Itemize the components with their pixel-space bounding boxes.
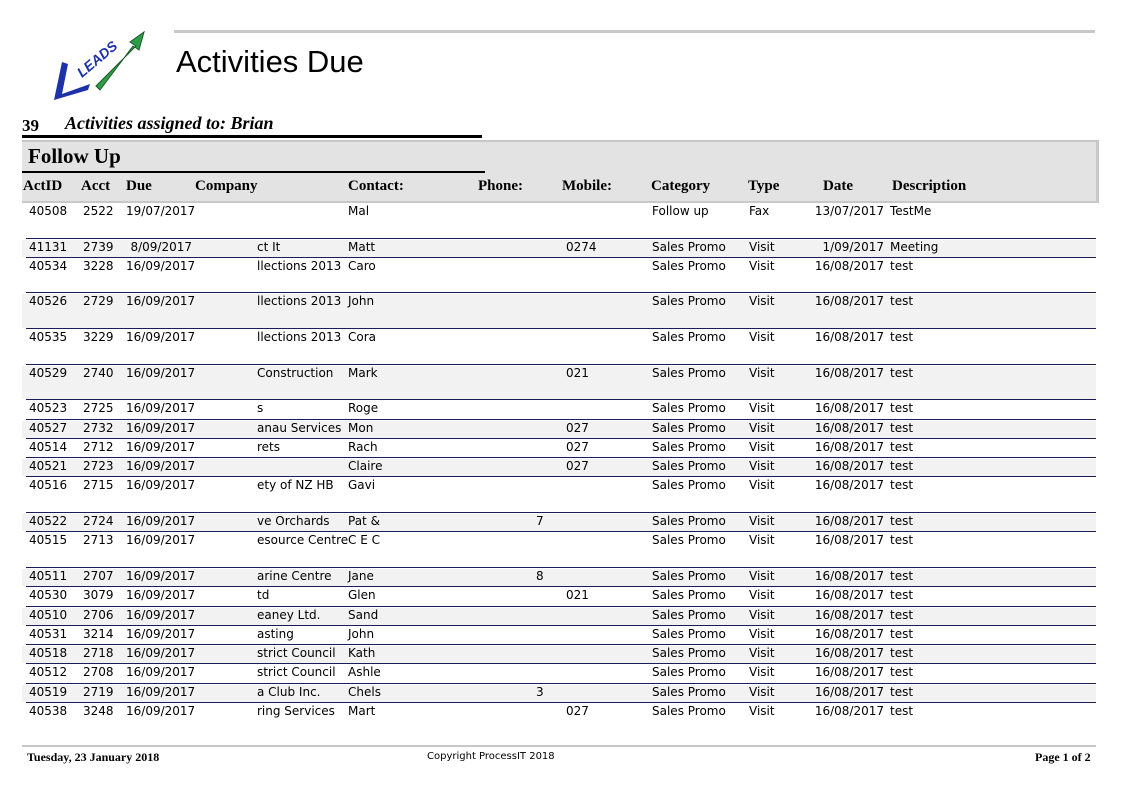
cell-date: 16/08/2017	[814, 533, 884, 547]
cell-actid: 40515	[29, 533, 68, 547]
cell-type: Visit	[749, 294, 775, 308]
cell-company: esource Centre	[257, 533, 349, 547]
cell-acct: 2706	[83, 608, 114, 622]
cell-acct: 2725	[83, 401, 114, 415]
row-divider	[26, 644, 1096, 645]
cell-contact: John	[348, 294, 375, 308]
cell-mobile: 021	[566, 588, 589, 602]
cell-contact: Mal	[348, 204, 370, 218]
cell-description: test	[890, 685, 914, 699]
column-header-phone: Phone:	[478, 178, 523, 194]
cell-type: Visit	[749, 240, 775, 254]
cell-description: test	[890, 608, 914, 622]
cell-category: Sales Promo	[652, 608, 726, 622]
cell-contact: Roge	[348, 401, 379, 415]
cell-description: test	[890, 704, 914, 718]
row-divider	[26, 702, 1096, 703]
cell-category: Sales Promo	[652, 704, 726, 718]
cell-contact: Ashle	[348, 665, 381, 679]
cell-due: 16/09/2017	[126, 665, 196, 679]
cell-contact: Rach	[348, 440, 378, 454]
footer-copyright: Copyright ProcessIT 2018	[427, 751, 555, 762]
cell-description: test	[890, 627, 914, 641]
cell-description: test	[890, 569, 914, 583]
cell-due: 16/09/2017	[126, 608, 196, 622]
cell-category: Sales Promo	[652, 240, 726, 254]
cell-type: Visit	[749, 514, 775, 528]
cell-type: Fax	[749, 204, 770, 218]
cell-date: 16/08/2017	[814, 608, 884, 622]
column-header-company: Company	[195, 178, 258, 194]
cell-due: 16/09/2017	[126, 685, 196, 699]
cell-contact: Mon	[348, 421, 374, 435]
cell-due: 16/09/2017	[126, 588, 196, 602]
cell-contact: C E C	[348, 533, 380, 547]
cell-mobile: 027	[566, 459, 589, 473]
cell-description: test	[890, 459, 914, 473]
cell-phone: 8	[536, 569, 544, 583]
assignee-name: Brian	[230, 113, 274, 133]
cell-description: test	[890, 646, 914, 660]
cell-mobile: 021	[566, 366, 589, 380]
cell-acct: 2522	[83, 204, 114, 218]
cell-actid: 40534	[29, 259, 68, 273]
cell-due: 16/09/2017	[126, 569, 196, 583]
row-divider	[26, 457, 1096, 458]
cell-acct: 3229	[83, 330, 114, 344]
cell-actid: 40514	[29, 440, 68, 454]
cell-type: Visit	[749, 421, 775, 435]
row-divider	[26, 438, 1096, 439]
cell-date: 13/07/2017	[814, 204, 884, 218]
cell-contact: Chels	[348, 685, 381, 699]
cell-type: Visit	[749, 569, 775, 583]
cell-actid: 40529	[29, 366, 68, 380]
cell-mobile: 0274	[566, 240, 597, 254]
column-header-mobile: Mobile:	[562, 178, 612, 194]
cell-date: 16/08/2017	[814, 685, 884, 699]
cell-company: eaney Ltd.	[257, 608, 321, 622]
cell-description: test	[890, 294, 914, 308]
cell-category: Sales Promo	[652, 440, 726, 454]
cell-contact: Pat &	[348, 514, 380, 528]
row-divider	[26, 419, 1096, 420]
cell-mobile: 027	[566, 704, 589, 718]
row-divider	[26, 512, 1096, 513]
cell-due: 19/07/2017	[126, 204, 196, 218]
cell-date: 16/08/2017	[814, 330, 884, 344]
cell-company: ety of NZ HB	[257, 478, 334, 492]
cell-category: Sales Promo	[652, 294, 726, 308]
cell-category: Sales Promo	[652, 259, 726, 273]
cell-category: Sales Promo	[652, 366, 726, 380]
cell-date: 16/08/2017	[814, 440, 884, 454]
group-rule	[22, 171, 485, 173]
cell-date: 16/08/2017	[814, 294, 884, 308]
cell-category: Sales Promo	[652, 588, 726, 602]
cell-category: Sales Promo	[652, 533, 726, 547]
cell-type: Visit	[749, 401, 775, 415]
cell-actid: 40508	[29, 204, 68, 218]
cell-description: test	[890, 588, 914, 602]
cell-company: strict Council	[257, 665, 336, 679]
cell-due: 16/09/2017	[126, 421, 196, 435]
row-divider	[26, 328, 1096, 329]
cell-company: s	[257, 401, 264, 415]
cell-description: test	[890, 514, 914, 528]
cell-actid: 41131	[29, 240, 68, 254]
cell-acct: 3248	[83, 704, 114, 718]
cell-due: 16/09/2017	[126, 459, 196, 473]
cell-category: Sales Promo	[652, 646, 726, 660]
cell-date: 16/08/2017	[814, 478, 884, 492]
cell-date: 16/08/2017	[814, 366, 884, 380]
row-divider	[26, 683, 1096, 684]
cell-acct: 2729	[83, 294, 114, 308]
row-divider	[26, 364, 1096, 365]
cell-acct: 2739	[83, 240, 114, 254]
cell-acct: 2724	[83, 514, 114, 528]
cell-type: Visit	[749, 366, 775, 380]
cell-company: rets	[257, 440, 281, 454]
cell-date: 16/08/2017	[814, 665, 884, 679]
cell-contact: Cora	[348, 330, 377, 344]
cell-category: Sales Promo	[652, 478, 726, 492]
group-title: Follow Up	[28, 144, 121, 168]
cell-description: test	[890, 665, 914, 679]
cell-company: ring Services	[257, 704, 335, 718]
cell-description: test	[890, 478, 914, 492]
footer-rule	[22, 745, 1096, 747]
cell-category: Sales Promo	[652, 421, 726, 435]
cell-description: TestMe	[890, 204, 932, 218]
cell-contact: John	[348, 627, 375, 641]
column-header-description: Description	[892, 178, 967, 194]
cell-acct: 2719	[83, 685, 114, 699]
cell-actid: 40518	[29, 646, 68, 660]
row-divider	[26, 586, 1096, 587]
cell-category: Sales Promo	[652, 459, 726, 473]
cell-date: 16/08/2017	[814, 646, 884, 660]
cell-due: 8/09/2017	[130, 240, 192, 254]
cell-due: 16/09/2017	[126, 330, 196, 344]
cell-contact: Kath	[348, 646, 376, 660]
cell-category: Sales Promo	[652, 330, 726, 344]
cell-category: Sales Promo	[652, 514, 726, 528]
row-divider	[26, 531, 1096, 532]
cell-type: Visit	[749, 459, 775, 473]
cell-actid: 40530	[29, 588, 68, 602]
cell-company: arine Centre	[257, 569, 332, 583]
cell-contact: Mark	[348, 366, 378, 380]
cell-type: Visit	[749, 259, 775, 273]
title-rule	[174, 30, 1095, 33]
column-header-contact: Contact:	[348, 178, 404, 194]
cell-due: 16/09/2017	[126, 259, 196, 273]
cell-type: Visit	[749, 588, 775, 602]
cell-actid: 40522	[29, 514, 68, 528]
assigned-label: Activities assigned to:	[65, 113, 226, 133]
row-divider	[26, 292, 1096, 293]
cell-description: Meeting	[890, 240, 939, 254]
cell-actid: 40535	[29, 330, 68, 344]
cell-date: 16/08/2017	[814, 421, 884, 435]
cell-company: ve Orchards	[257, 514, 330, 528]
cell-contact: Mart	[348, 704, 376, 718]
cell-type: Visit	[749, 533, 775, 547]
cell-actid: 40526	[29, 294, 68, 308]
cell-description: test	[890, 401, 914, 415]
cell-acct: 2712	[83, 440, 114, 454]
cell-due: 16/09/2017	[126, 514, 196, 528]
cell-date: 16/08/2017	[814, 704, 884, 718]
row-divider	[26, 257, 1096, 258]
cell-actid: 40521	[29, 459, 68, 473]
cell-category: Sales Promo	[652, 401, 726, 415]
row-divider	[26, 663, 1096, 664]
row-divider	[26, 567, 1096, 568]
cell-company: strict Council	[257, 646, 336, 660]
cell-type: Visit	[749, 627, 775, 641]
cell-actid: 40516	[29, 478, 68, 492]
cell-date: 16/08/2017	[814, 627, 884, 641]
cell-acct: 2707	[83, 569, 114, 583]
cell-type: Visit	[749, 478, 775, 492]
cell-type: Visit	[749, 330, 775, 344]
cell-actid: 40527	[29, 421, 68, 435]
cell-due: 16/09/2017	[126, 478, 196, 492]
cell-acct: 3228	[83, 259, 114, 273]
cell-description: test	[890, 440, 914, 454]
cell-acct: 2723	[83, 459, 114, 473]
cell-company: anau Services	[257, 421, 342, 435]
cell-company: llections 2013	[257, 330, 342, 344]
cell-due: 16/09/2017	[126, 646, 196, 660]
cell-due: 16/09/2017	[126, 533, 196, 547]
cell-actid: 40531	[29, 627, 68, 641]
cell-description: test	[890, 533, 914, 547]
cell-due: 16/09/2017	[126, 401, 196, 415]
column-header-acct: Acct	[81, 178, 111, 194]
cell-description: test	[890, 259, 914, 273]
cell-acct: 2715	[83, 478, 114, 492]
cell-actid: 40519	[29, 685, 68, 699]
cell-phone: 7	[536, 514, 544, 528]
column-header-type: Type	[748, 178, 780, 194]
cell-type: Visit	[749, 685, 775, 699]
cell-category: Sales Promo	[652, 627, 726, 641]
cell-category: Sales Promo	[652, 685, 726, 699]
cell-type: Visit	[749, 646, 775, 660]
cell-date: 16/08/2017	[814, 588, 884, 602]
cell-description: test	[890, 366, 914, 380]
cell-acct: 2718	[83, 646, 114, 660]
cell-due: 16/09/2017	[126, 627, 196, 641]
cell-mobile: 027	[566, 421, 589, 435]
cell-company: asting	[257, 627, 294, 641]
cell-contact: Gavi	[348, 478, 376, 492]
leads-logo	[44, 28, 154, 116]
cell-acct: 2713	[83, 533, 114, 547]
cell-contact: Caro	[348, 259, 376, 273]
cell-date: 16/08/2017	[814, 514, 884, 528]
cell-actid: 40511	[29, 569, 68, 583]
report-title: Activities Due	[176, 44, 364, 79]
row-divider	[26, 476, 1096, 477]
cell-date: 16/08/2017	[814, 459, 884, 473]
cell-company: td	[257, 588, 270, 602]
cell-due: 16/09/2017	[126, 440, 196, 454]
column-header-date: Date	[823, 178, 853, 194]
cell-acct: 3079	[83, 588, 114, 602]
cell-due: 16/09/2017	[126, 366, 196, 380]
column-header-category: Category	[651, 178, 711, 194]
cell-acct: 2708	[83, 665, 114, 679]
cell-type: Visit	[749, 440, 775, 454]
cell-company: a Club Inc.	[257, 685, 321, 699]
row-divider	[26, 399, 1096, 400]
cell-actid: 40510	[29, 608, 68, 622]
cell-type: Visit	[749, 665, 775, 679]
cell-actid: 40523	[29, 401, 68, 415]
cell-date: 1/09/2017	[822, 240, 884, 254]
cell-acct: 2740	[83, 366, 114, 380]
cell-company: llections 2013	[257, 294, 342, 308]
cell-due: 16/09/2017	[126, 704, 196, 718]
cell-description: test	[890, 330, 914, 344]
cell-due: 16/09/2017	[126, 294, 196, 308]
footer-date: Tuesday, 23 January 2018	[27, 750, 160, 764]
cell-description: test	[890, 421, 914, 435]
cell-category: Sales Promo	[652, 665, 726, 679]
footer-page-number: Page 1 of 2	[1035, 750, 1091, 764]
cell-category: Sales Promo	[652, 569, 726, 583]
cell-actid: 40512	[29, 665, 68, 679]
assigned-rule	[22, 135, 482, 138]
assigned-to	[65, 113, 274, 134]
logo-text: LEADS	[73, 37, 121, 81]
column-header-actid: ActID	[23, 178, 63, 194]
row-divider	[26, 625, 1096, 626]
column-header-due: Due	[126, 178, 152, 194]
cell-contact: Matt	[348, 240, 376, 254]
cell-mobile: 027	[566, 440, 589, 454]
cell-date: 16/08/2017	[814, 259, 884, 273]
cell-date: 16/08/2017	[814, 401, 884, 415]
cell-acct: 2732	[83, 421, 114, 435]
activity-count: 39	[22, 116, 39, 135]
row-divider	[26, 238, 1096, 239]
cell-date: 16/08/2017	[814, 569, 884, 583]
cell-phone: 3	[536, 685, 544, 699]
cell-type: Visit	[749, 608, 775, 622]
cell-acct: 3214	[83, 627, 114, 641]
cell-type: Visit	[749, 704, 775, 718]
row-divider	[26, 606, 1096, 607]
cell-company: llections 2013	[257, 259, 342, 273]
cell-contact: Glen	[348, 588, 376, 602]
cell-actid: 40538	[29, 704, 68, 718]
cell-contact: Sand	[348, 608, 379, 622]
cell-contact: Claire	[348, 459, 383, 473]
cell-company: Construction	[257, 366, 334, 380]
cell-company: ct It	[257, 240, 281, 254]
cell-contact: Jane	[348, 569, 374, 583]
cell-category: Follow up	[652, 204, 709, 218]
